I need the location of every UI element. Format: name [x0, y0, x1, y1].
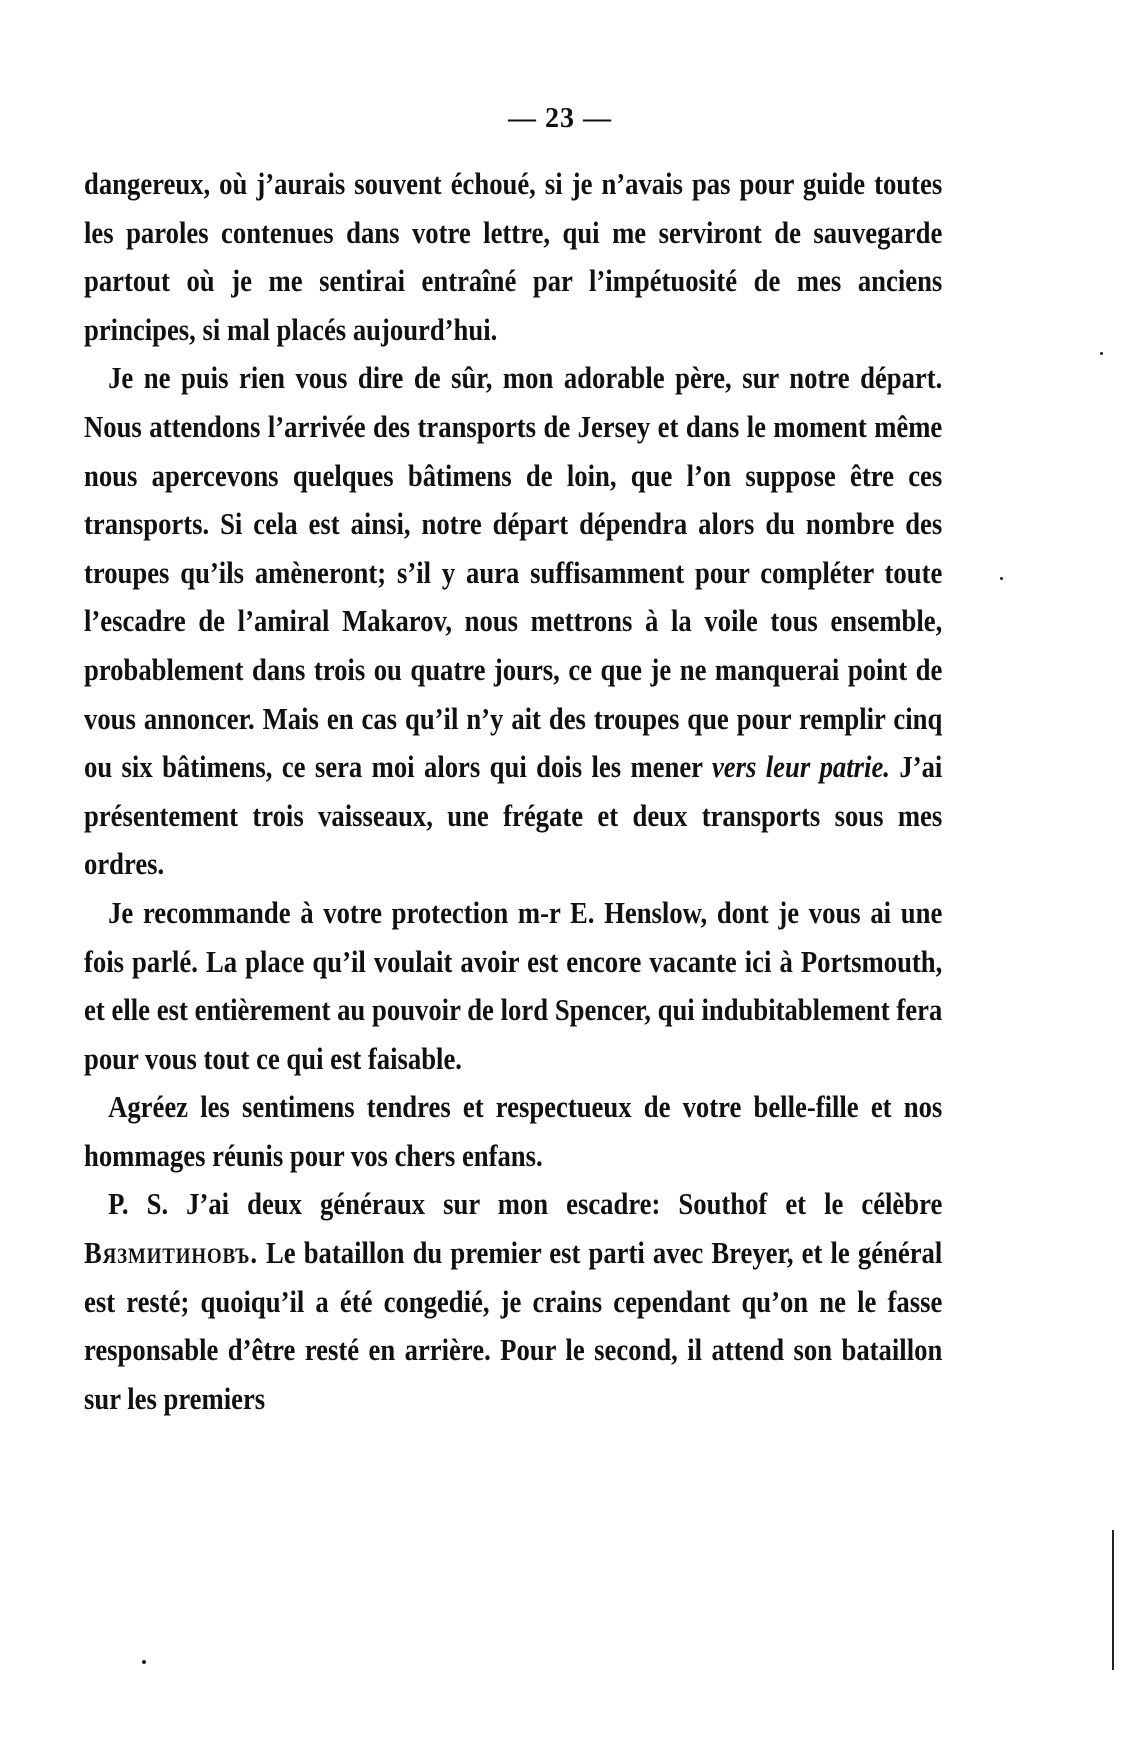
- paragraph-5: [84, 1180, 942, 1423]
- paragraph-3: Je recommande à votre protection m-r E. Henslow, dont je vous ai une fois parlé. La place qu’il voulait avoir est encore vacante ici à Portsmouth, et elle est entièrement au pouvoir de lord Spencer, qui indubitablement fera pour vous tout ce qui est faisable.: [84, 894, 943, 1076]
- postscript-text: P. S. J’ai deux généraux sur mon escadre: Southof et le célèbre: [108, 1186, 943, 1222]
- page-number: — 23 —: [508, 103, 612, 134]
- margin-scan-line: [1112, 1530, 1114, 1670]
- paragraph-1: dangereux, où j’aurais souvent échoué, si je n’avais pas pour guide toutes les paroles contenues dans votre lettre, qui me serviront de sauvegarde partout où je me sentirai entraîné par l’impétuosité de mes anciens principes, si mal placés aujourd’hui.: [84, 166, 943, 347]
- paragraph-2-text: Je ne puis rien vous dire de sûr, mon adorable père, sur notre départ. Nous attendons l’arrivée des transports de Jersey et dans le moment même nous apercevons quelques bâtimens de loin, que l’on suppose être ces transports. Si cela est ainsi, notre départ dépendra alors du nombre des troupes qu’ils amèneront; s’il y aura suffisamment pour compléter toute l’escadre de l’amiral Makarov, nous mettrons à la voile tous ensemble, probablement dans trois ou quatre jours, ce que je ne manquerai point de vous annoncer. Mais en cas qu’il n’y ait des troupes que pour remplir cinq ou six bâtimens, ce sera moi alors qui dois les mener: [84, 360, 943, 785]
- paragraph-4: Agréez les sentimens tendres et respectueux de votre belle-fille et nos hommages réunis pour vos chers enfans.: [84, 1089, 943, 1173]
- italic-phrase: vers leur patrie.: [711, 749, 890, 785]
- margin-speck: [1100, 352, 1103, 355]
- paragraph-2: [84, 354, 942, 889]
- paragraph-2-text-end: J’ai présentement trois vaisseaux, une frégate et deux transports sous mes ordres.: [84, 749, 943, 882]
- letter-text: [84, 160, 943, 1423]
- postscript-text-end: Le bataillon du premier est parti avec Breyer, et le général est resté; quoiqu’il a été congedié, je crains cependant qu’on ne le fasse responsable d’être resté en arrière. Pour le second, il attend son bataillon sur les premiers: [84, 1235, 943, 1416]
- cyrillic-name: Вязмитиновъ.: [84, 1235, 258, 1271]
- margin-speck: [1000, 577, 1003, 580]
- margin-speck: [142, 1660, 146, 1664]
